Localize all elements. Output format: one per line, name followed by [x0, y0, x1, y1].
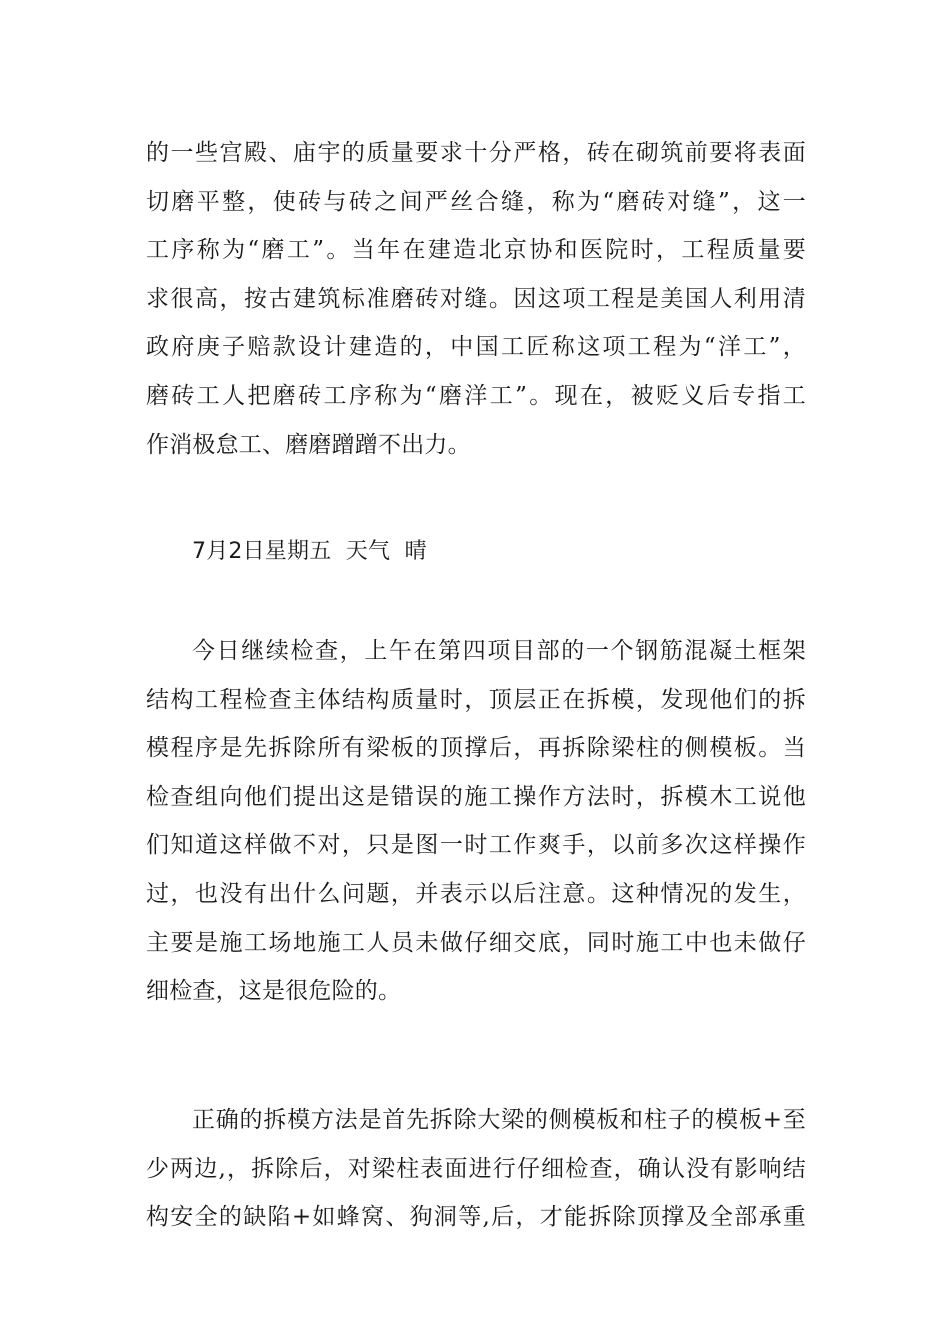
paragraph-2-line-3: 模程序是先拆除所有梁板的顶撑后，再拆除梁柱的侧模板。当 [146, 735, 806, 762]
paragraph-2-line-7: 主要是施工场地施工人员未做仔细交底，同时施工中也未做仔 [146, 929, 806, 956]
diary-date-heading: 7月2日星期五 天气 晴 [192, 539, 427, 564]
paragraph-2-line-8: 细检查，这是很危险的。 [146, 978, 402, 1005]
paragraph-1-line-5: 政府庚子赔款设计建造的，中国工匠称这项工程为“洋工”， [146, 334, 806, 361]
paragraph-3-line-1: 正确的拆模方法是首先拆除大梁的侧模板和柱子的模板+至 [192, 1107, 806, 1133]
paragraph-2-line-1: 今日继续检查，上午在第四项目部的一个钢筋混凝土框架 [192, 638, 806, 664]
paragraph-1-line-6: 磨砖工人把磨砖工序称为“磨洋工”。现在，被贬义后专指工 [146, 382, 806, 409]
paragraph-2-line-6: 过，也没有出什么问题，并表示以后注意。这种情况的发生， [146, 880, 806, 907]
paragraph-3-line-3: 构安全的缺陷+如蜂窝、狗洞等,后，才能拆除顶撑及全部承重 [146, 1204, 806, 1231]
paragraph-2-line-2: 结构工程检查主体结构质量时，顶层正在拆模，发现他们的拆 [146, 686, 806, 713]
paragraph-2-line-4: 检查组向他们提出这是错误的施工操作方法时，拆模木工说他 [146, 783, 806, 810]
paragraph-1-line-3: 工序称为“磨工”。当年在建造北京协和医院时，工程质量要 [146, 237, 806, 264]
paragraph-1-line-2: 切磨平整，使砖与砖之间严丝合缝，称为“磨砖对缝”，这一 [146, 188, 806, 215]
paragraph-1-line-4: 求很高，按古建筑标准磨砖对缝。因这项工程是美国人利用清 [146, 285, 806, 312]
paragraph-2-line-5: 们知道这样做不对，只是图一时工作爽手，以前多次这样操作 [146, 832, 806, 859]
paragraph-3-line-2: 少两边,，拆除后，对梁柱表面进行仔细检查，确认没有影响结 [146, 1155, 806, 1182]
paragraph-1 [146, 129, 806, 469]
paragraph-3 [146, 1096, 806, 1242]
paragraph-1-line-1: 的一些宫殿、庙宇的质量要求十分严格，砖在砌筑前要将表面 [146, 140, 806, 166]
paragraph-2 [146, 627, 806, 1016]
paragraph-1-line-7: 作消极怠工、磨磨蹭蹭不出力。 [146, 431, 471, 458]
